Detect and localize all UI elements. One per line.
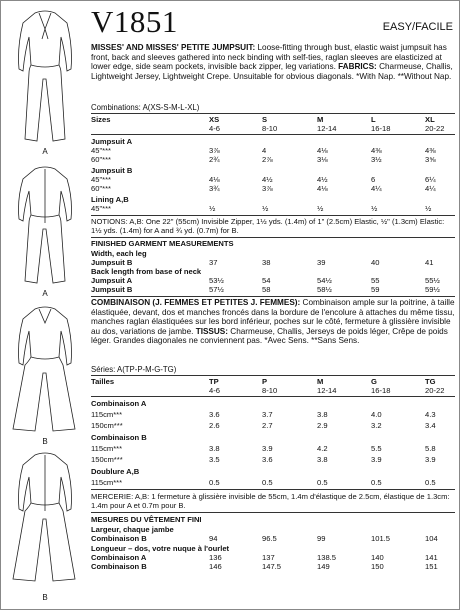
cell: 3.8 bbox=[317, 455, 328, 464]
size-range: 20-22 bbox=[425, 386, 445, 395]
cell: 3.8 bbox=[317, 410, 328, 419]
description-text: Loose-fitting through bust, elastic waist jumpsuit has front, back and sleeves gathered into neck binding with self-ties, raglan sleeves are elasticized at lower edge, side seam pockets, invisible back zipper, leg variations. bbox=[91, 43, 447, 72]
cell: 146 bbox=[209, 562, 222, 571]
tissus-text: Charmeuse, Challis, Jerseys de poids léger, Crêpe de poids léger. Grandes diagonales ne conviennent pas. *Avec Sens. **Sans Sens. bbox=[91, 326, 448, 346]
size-range: 16-18 bbox=[371, 386, 391, 395]
cell: 94 bbox=[209, 534, 218, 543]
figure-label: A bbox=[42, 147, 48, 156]
cell: 2.7 bbox=[262, 421, 273, 430]
cell: 3.7 bbox=[262, 410, 273, 419]
cell: 149 bbox=[317, 562, 330, 571]
cell: 4.3 bbox=[425, 410, 436, 419]
jumpsuit-b-front-drawing bbox=[9, 303, 81, 435]
cell: 3.5 bbox=[209, 455, 220, 464]
jumpsuit-a-back-drawing bbox=[9, 163, 81, 285]
cell: 6¼ bbox=[425, 175, 436, 184]
row-label: 150cm*** bbox=[91, 421, 123, 430]
cell: 101.5 bbox=[371, 534, 391, 543]
row-label: Combinaison A bbox=[91, 553, 147, 562]
figure-label: A bbox=[42, 289, 48, 298]
section-title: Combinaison A bbox=[91, 399, 147, 408]
size-col: TP bbox=[209, 377, 219, 386]
cell: 3.9 bbox=[371, 455, 382, 464]
cell: 3½ bbox=[371, 155, 382, 164]
sizes-header: Sizes bbox=[91, 115, 111, 124]
size-col: M bbox=[317, 115, 324, 124]
cell: ½ bbox=[262, 204, 269, 213]
size-range: 4-6 bbox=[209, 386, 220, 395]
divider bbox=[91, 134, 455, 135]
divider bbox=[91, 113, 455, 114]
section-title: Doublure A,B bbox=[91, 467, 140, 476]
cell: 4½ bbox=[262, 175, 273, 184]
cell: 3⅞ bbox=[209, 146, 220, 155]
cell: 41 bbox=[425, 258, 434, 267]
cell: 59 bbox=[371, 285, 380, 294]
divider bbox=[91, 396, 455, 397]
figure-label: B bbox=[42, 437, 48, 446]
tissus-label: TISSUS: bbox=[195, 326, 228, 336]
cell: 53½ bbox=[209, 276, 224, 285]
cell: 4¼ bbox=[425, 184, 436, 193]
difficulty-label: EASY/FACILE bbox=[382, 21, 453, 33]
row-label: Combinaison B bbox=[91, 534, 147, 543]
pattern-number: V1851 bbox=[91, 4, 178, 39]
size-col: P bbox=[262, 377, 268, 386]
cell: 38 bbox=[262, 258, 271, 267]
size-col: L bbox=[371, 115, 376, 124]
cell: 4⅛ bbox=[317, 146, 328, 155]
divider bbox=[91, 237, 455, 238]
description-english bbox=[91, 43, 455, 81]
combinations-french: Séries: A(TP-P-M-G-TG) bbox=[91, 365, 177, 374]
figure-label: B bbox=[42, 593, 48, 602]
size-range: 12-14 bbox=[317, 124, 337, 133]
cell: 2¾ bbox=[209, 155, 220, 164]
cell: 3.6 bbox=[209, 410, 220, 419]
cell: 4⅛ bbox=[209, 175, 220, 184]
cell: 4 bbox=[262, 146, 267, 155]
cell: 3.9 bbox=[262, 444, 273, 453]
width-label: Largeur, chaque jambe bbox=[91, 525, 174, 534]
cell: 0.5 bbox=[209, 478, 220, 487]
size-range: 12-14 bbox=[317, 386, 337, 395]
cell: 2.6 bbox=[209, 421, 220, 430]
size-col: M bbox=[317, 377, 324, 386]
cell: 55½ bbox=[425, 276, 440, 285]
cell: ½ bbox=[371, 204, 378, 213]
sizes-header: Tailles bbox=[91, 377, 115, 386]
size-range: 20-22 bbox=[425, 124, 445, 133]
cell: 2.9 bbox=[317, 421, 328, 430]
cell: ½ bbox=[317, 204, 324, 213]
description-title: MISSES' AND MISSES' PETITE JUMPSUIT: bbox=[91, 43, 256, 52]
row-label: 45"*** bbox=[91, 175, 112, 184]
row-label: 45"*** bbox=[91, 204, 112, 213]
row-label: 115cm*** bbox=[91, 410, 123, 419]
cell: 0.5 bbox=[262, 478, 273, 487]
cell: 3¾ bbox=[209, 184, 220, 193]
row-label: 60"*** bbox=[91, 184, 112, 193]
back-length-label: Longueur – dos, votre nuque à l'ourlet bbox=[91, 544, 230, 553]
size-col: S bbox=[262, 115, 268, 124]
width-label: Width, each leg bbox=[91, 249, 147, 258]
section-title: Jumpsuit A bbox=[91, 137, 133, 146]
size-col: G bbox=[371, 377, 377, 386]
cell: 4⅜ bbox=[425, 146, 436, 155]
cell: 151 bbox=[425, 562, 438, 571]
divider bbox=[91, 215, 455, 216]
row-label: Jumpsuit B bbox=[91, 258, 133, 267]
finished-title: FINISHED GARMENT MEASUREMENTS bbox=[91, 239, 234, 248]
cell: 54½ bbox=[317, 276, 332, 285]
cell: 3.2 bbox=[371, 421, 382, 430]
cell: 137 bbox=[262, 553, 275, 562]
cell: 96.5 bbox=[262, 534, 277, 543]
cell: 6 bbox=[371, 175, 376, 184]
mercerie-french: MERCERIE: A,B: 1 fermeture à glissière invisible de 55cm, 1.4m d'élastique de 2.5cm, élastique de 1.3cm: 1.4m pour A et 0.7m pour B. bbox=[91, 492, 450, 510]
combinations-english: Combinations: A(XS-S-M-L-XL) bbox=[91, 103, 200, 112]
cell: 147.5 bbox=[262, 562, 282, 571]
pattern-info-column bbox=[87, 1, 459, 611]
section-title: Jumpsuit B bbox=[91, 166, 133, 175]
divider bbox=[91, 296, 455, 297]
description-french bbox=[91, 298, 455, 346]
cell: 4.2 bbox=[317, 444, 328, 453]
cell: 150 bbox=[371, 562, 384, 571]
cell: 4.0 bbox=[371, 410, 382, 419]
divider bbox=[91, 375, 455, 376]
size-range: 16-18 bbox=[371, 124, 391, 133]
cell: 0.5 bbox=[317, 478, 328, 487]
back-length-label: Back length from base of neck bbox=[91, 267, 202, 276]
notions-english: NOTIONS: A,B: One 22" (55cm) Invisible Zipper, 1½ yds. (1.4m) of 1" (2.5cm) Elastic, ½" (1.3cm) Elastic: 1½ yds. (1.4m) for A and ¾ yd. (0.7m) for B. bbox=[91, 217, 445, 235]
section-title: Combinaison B bbox=[91, 433, 147, 442]
cell: 3.4 bbox=[425, 421, 436, 430]
row-label: Jumpsuit B bbox=[91, 285, 133, 294]
cell: 3.8 bbox=[209, 444, 220, 453]
cell: 0.5 bbox=[425, 478, 436, 487]
row-label: 115cm*** bbox=[91, 444, 123, 453]
cell: 58 bbox=[262, 285, 271, 294]
size-range: 4-6 bbox=[209, 124, 220, 133]
cell: 54 bbox=[262, 276, 271, 285]
cell: 55 bbox=[371, 276, 380, 285]
cell: 58½ bbox=[317, 285, 332, 294]
size-col: TG bbox=[425, 377, 436, 386]
cell: 2⅞ bbox=[262, 155, 273, 164]
description-text: Combinaison ample sur la poitrine, à taille élastiquée, devant, dos et manches froncés dans la bordure de l'encolure à attaches du même tissu, manches raglan élastiquées sur les bord inférieur, poches sur le côté, fermeture à glissière invisible au dos, variations de jambe. bbox=[91, 298, 455, 336]
row-label: 60"*** bbox=[91, 155, 112, 164]
row-label: 115cm*** bbox=[91, 478, 123, 487]
cell: ½ bbox=[425, 204, 432, 213]
cell: 3⅝ bbox=[425, 155, 436, 164]
fabrics-label: FABRICS: bbox=[338, 62, 377, 72]
cell: 138.5 bbox=[317, 553, 337, 562]
finished-title: MESURES DU VÊTEMENT FINI bbox=[91, 515, 202, 524]
section-title: Lining A,B bbox=[91, 195, 129, 204]
row-label: Jumpsuit A bbox=[91, 276, 133, 285]
cell: 3⅞ bbox=[262, 184, 273, 193]
cell: 5.5 bbox=[371, 444, 382, 453]
jumpsuit-a-front-drawing bbox=[9, 7, 81, 145]
cell: 3.6 bbox=[262, 455, 273, 464]
size-col: XS bbox=[209, 115, 220, 124]
cell: 4¼ bbox=[371, 184, 382, 193]
cell: 99 bbox=[317, 534, 326, 543]
cell: 136 bbox=[209, 553, 222, 562]
cell: 4⅜ bbox=[371, 146, 382, 155]
cell: 4½ bbox=[317, 175, 328, 184]
cell: 57½ bbox=[209, 285, 224, 294]
row-label: 45"*** bbox=[91, 146, 112, 155]
cell: 141 bbox=[425, 553, 438, 562]
cell: 5.8 bbox=[425, 444, 436, 453]
cell: 3.9 bbox=[425, 455, 436, 464]
technical-drawings-column bbox=[3, 3, 85, 607]
jumpsuit-b-back-drawing bbox=[9, 449, 81, 585]
cell: ½ bbox=[209, 204, 216, 213]
cell: 104 bbox=[425, 534, 438, 543]
cell: 40 bbox=[371, 258, 380, 267]
row-label: Combinaison B bbox=[91, 562, 147, 571]
divider bbox=[91, 489, 455, 490]
cell: 140 bbox=[371, 553, 384, 562]
cell: 4⅛ bbox=[317, 184, 328, 193]
cell: 59½ bbox=[425, 285, 440, 294]
fabrics-text: Charmeuse, Challis, Lightweight Jersey, Lightweight Crepe. Unsuitable for obvious diagonals. *With Nap. **Without Nap. bbox=[91, 62, 453, 81]
cell: 3⅛ bbox=[317, 155, 328, 164]
cell: 39 bbox=[317, 258, 326, 267]
cell: 37 bbox=[209, 258, 218, 267]
description-title: COMBINAISON (J. FEMMES ET PETITES J. FEMMES): bbox=[91, 298, 301, 307]
size-range: 8-10 bbox=[262, 124, 278, 133]
size-col: XL bbox=[425, 115, 435, 124]
size-range: 8-10 bbox=[262, 386, 278, 395]
divider bbox=[91, 512, 455, 513]
row-label: 150cm*** bbox=[91, 455, 123, 464]
cell: 0.5 bbox=[371, 478, 382, 487]
